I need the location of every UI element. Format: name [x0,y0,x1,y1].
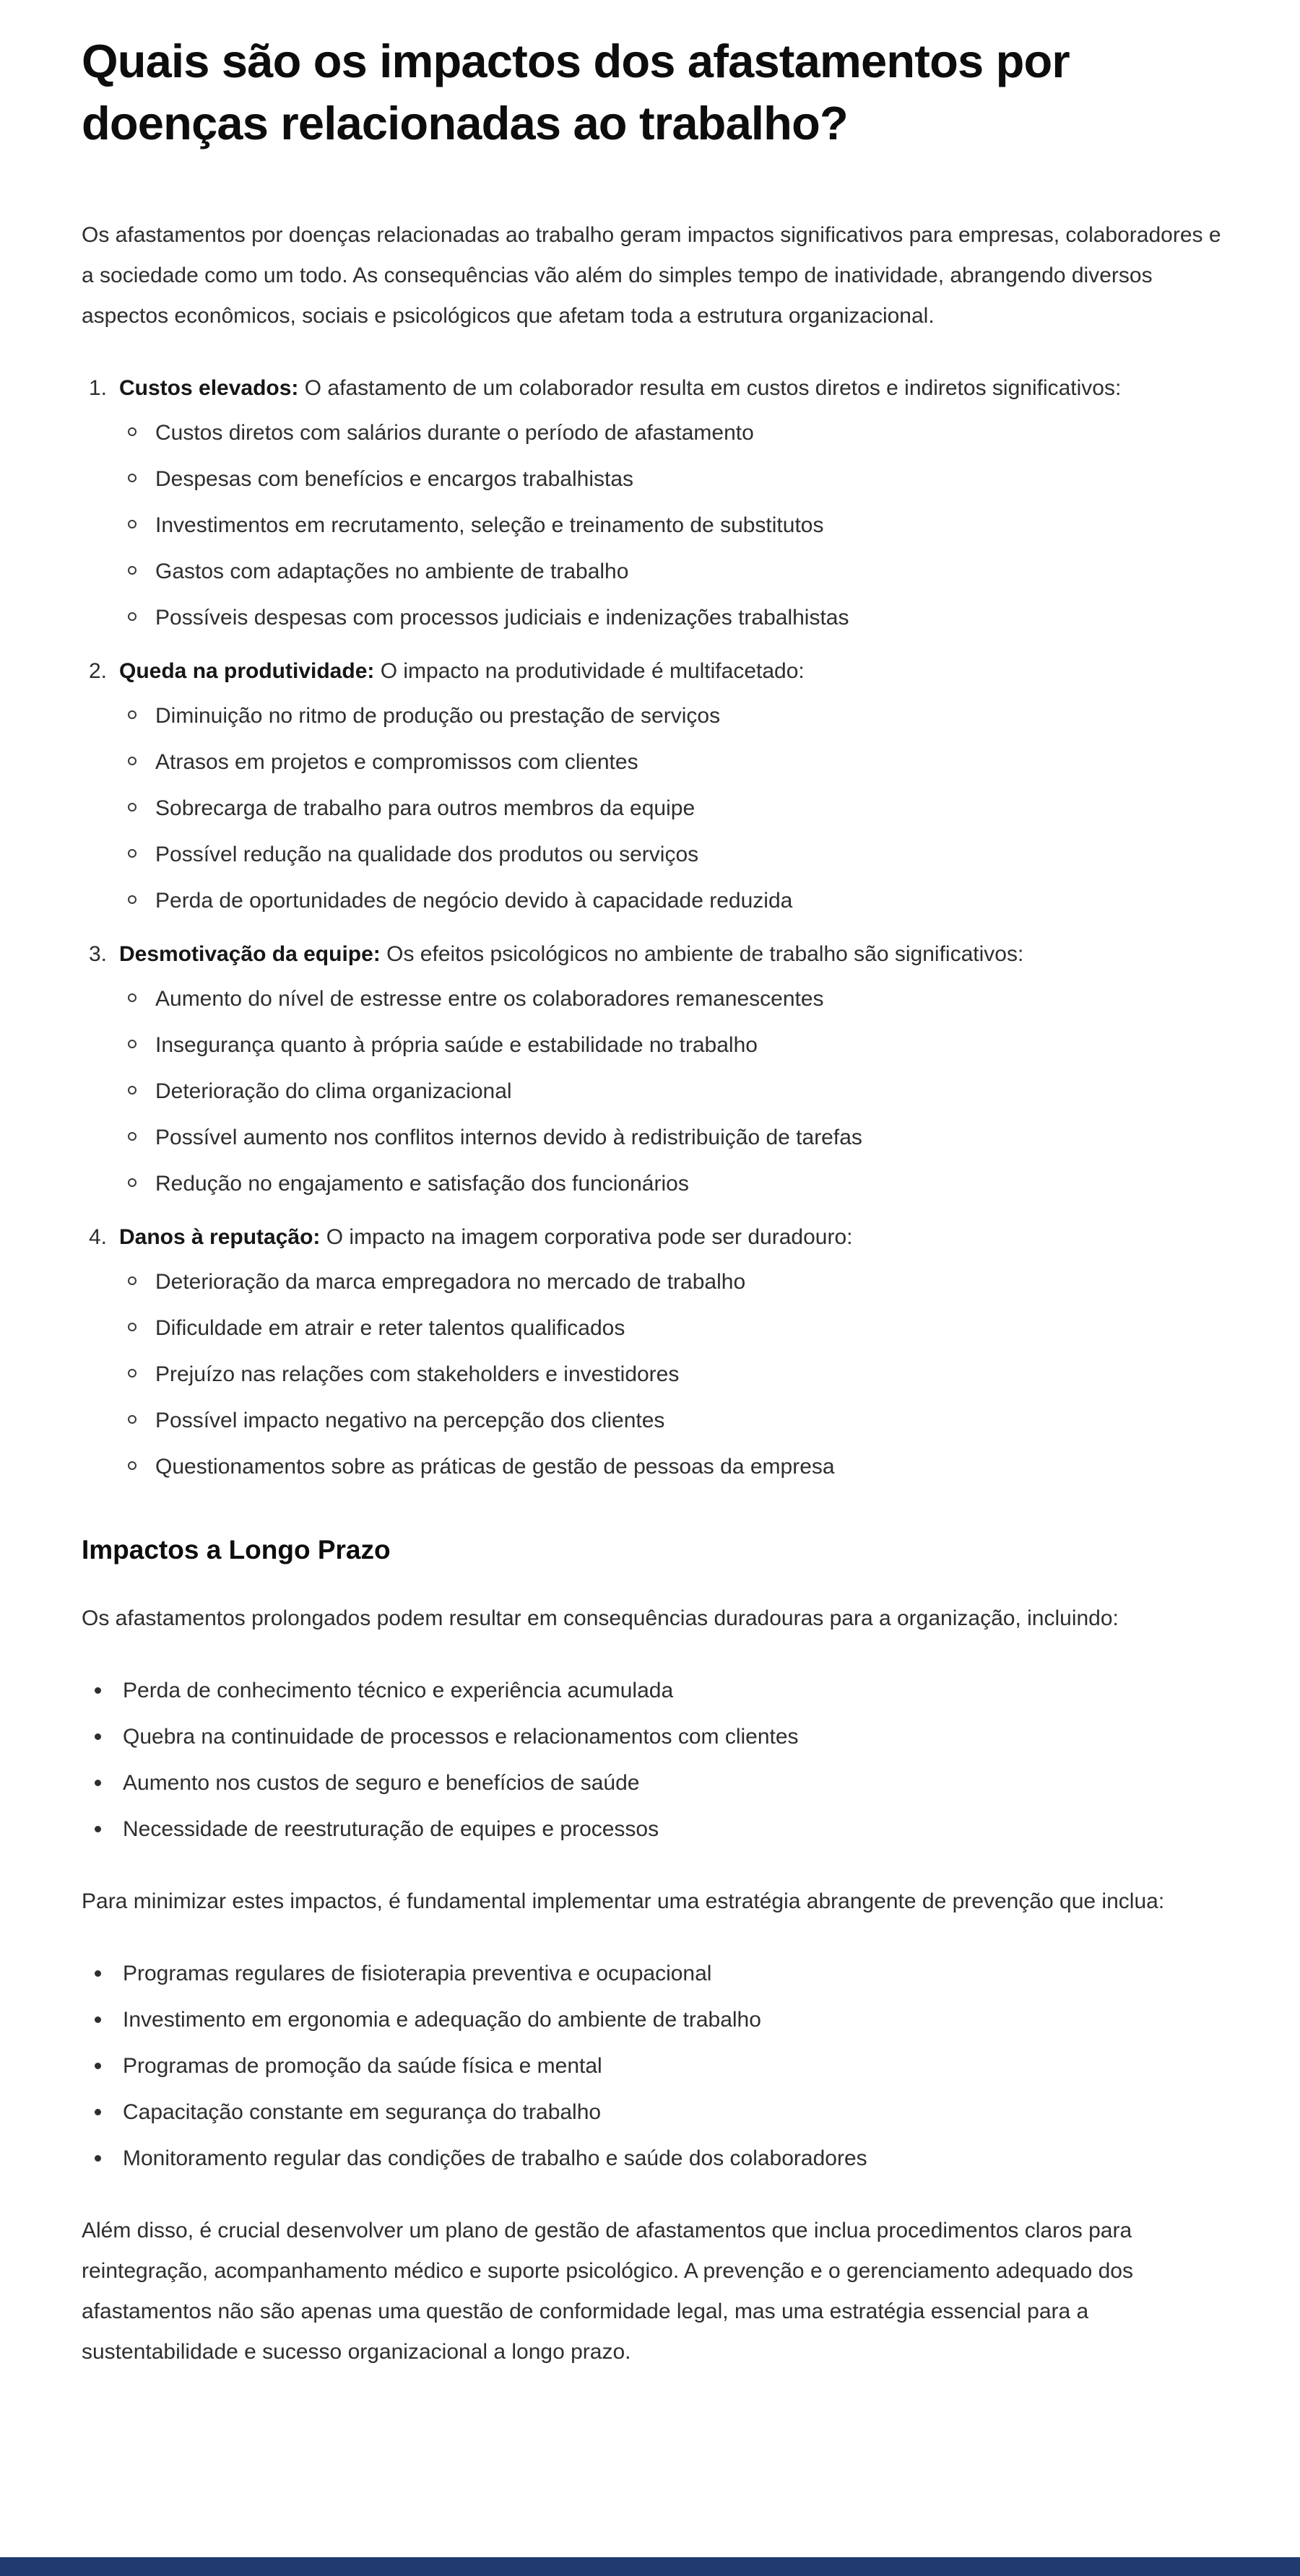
bullet-item [82,2138,1221,2179]
bullet-item-text: Necessidade de reestruturação de equipes e processos [123,1816,659,1841]
sub-item-text: Deterioração do clima organizacional [155,1079,512,1103]
circle-bullet-icon [128,1040,136,1048]
sub-list-item [119,979,1221,1019]
dot-bullet-icon [95,1970,101,1977]
sub-item-text: Atrasos em projetos e compromissos com clientes [155,749,638,774]
numbered-item [82,368,1221,644]
numbered-item [82,1217,1221,1493]
sub-list-item [119,881,1221,921]
sub-list-item [119,742,1221,783]
dot-bullet-icon [95,1780,101,1786]
bullet-item [82,2000,1221,2040]
sub-list-item [119,459,1221,500]
circle-bullet-icon [128,1415,136,1424]
numbered-item [82,651,1221,927]
numbered-list [82,368,1221,1493]
sub-item-text: Prejuízo nas relações com stakeholders e investidores [155,1362,680,1386]
item-desc: O impacto na produtividade é multifacetado: [380,658,805,683]
circle-bullet-icon [128,1086,136,1095]
dot-bullet-icon [95,1687,101,1694]
bullet-list-consequences [82,1671,1221,1850]
item-number: 2. [89,658,108,683]
circle-bullet-icon [128,474,136,482]
item-number: 1. [89,375,108,400]
sub-item-text: Insegurança quanto à própria saúde e estabilidade no trabalho [155,1032,758,1057]
item-desc: O impacto na imagem corporativa pode ser duradouro: [326,1224,853,1249]
sub-list-item [119,788,1221,829]
bullet-item [82,1809,1221,1850]
bullet-item-text: Programas regulares de fisioterapia preventiva e ocupacional [123,1961,712,1985]
bullet-item [82,1671,1221,1711]
sub-item-text: Aumento do nível de estresse entre os colaboradores remanescentes [155,986,824,1011]
circle-bullet-icon [128,520,136,528]
numbered-item [82,934,1221,1210]
item-text [119,1217,1221,1258]
sub-list [119,696,1221,921]
sub-list-item [119,696,1221,736]
bullet-item [82,1763,1221,1803]
dot-bullet-icon [95,2109,101,2115]
item-lead: Custos elevados: [119,375,299,400]
sub-list-item [119,598,1221,638]
sub-list-item [119,1447,1221,1487]
bullet-item-text: Capacitação constante em segurança do trabalho [123,2099,602,2124]
article-content [82,0,1221,2372]
bullet-item-text: Investimento em ergonomia e adequação do ambiente de trabalho [123,2007,761,2032]
sub-list-item [119,1071,1221,1112]
closing-paragraph: Além disso, é crucial desenvolver um plano de gestão de afastamentos que inclua procedimentos claros para reintegração, acompanhamento médico e suporte psicológico. A prevenção e o gerenciamento adequado dos afastamentos não são apenas uma questão de conformidade legal, mas uma estratégia essencial para a sustentabilidade e sucesso organizacional a longo prazo. [82,2218,1133,2364]
dot-bullet-icon [95,1733,101,1740]
item-number: 4. [89,1224,108,1249]
dot-bullet-icon [95,2155,101,2162]
sub-item-text: Possível redução na qualidade dos produtos ou serviços [155,842,699,866]
circle-bullet-icon [128,993,136,1002]
circle-bullet-icon [128,1132,136,1141]
sub-list-item [119,1401,1221,1441]
sub-item-text: Diminuição no ritmo de produção ou prestação de serviços [155,703,721,728]
circle-bullet-icon [128,1461,136,1470]
sub-item-text: Deterioração da marca empregadora no mercado de trabalho [155,1269,746,1294]
item-text [119,368,1221,409]
sub-item-text: Despesas com benefícios e encargos trabalhistas [155,466,634,491]
bullet-item [82,1717,1221,1757]
sub-item-text: Perda de oportunidades de negócio devido à capacidade reduzida [155,888,793,913]
footer-bar [0,2557,1300,2576]
circle-bullet-icon [128,612,136,621]
item-body [119,934,1221,1210]
sub-item-text: Dificuldade em atrair e reter talentos qualificados [155,1315,625,1340]
circle-bullet-icon [128,757,136,765]
bullet-item [82,2092,1221,2133]
bullet-item-text: Programas de promoção da saúde física e mental [123,2053,602,2078]
dot-bullet-icon [95,1826,101,1832]
sub-list-item [119,1164,1221,1204]
sub-list-item [119,505,1221,546]
circle-bullet-icon [128,1323,136,1331]
sub-item-text: Investimentos em recrutamento, seleção e treinamento de substitutos [155,513,824,537]
bullet-item-text: Monitoramento regular das condições de trabalho e saúde dos colaboradores [123,2146,867,2170]
circle-bullet-icon [128,849,136,858]
sub-item-text: Questionamentos sobre as práticas de gestão de pessoas da empresa [155,1454,835,1479]
sub-item-text: Possível impacto negativo na percepção dos clientes [155,1408,665,1432]
sub-item-text: Sobrecarga de trabalho para outros membros da equipe [155,796,696,820]
item-body [119,368,1221,644]
item-text [119,651,1221,692]
dot-bullet-icon [95,2063,101,2069]
intro-paragraph: Os afastamentos por doenças relacionadas ao trabalho geram impactos significativos para empresas, colaboradores e a sociedade como um todo. As consequências vão além do simples tempo de inatividade, abrangendo diversos aspectos econômicos, sociais e psicológicos que afetam toda a estrutura organizacional. [82,222,1221,328]
bullet-item-text: Quebra na continuidade de processos e relacionamentos com clientes [123,1724,799,1749]
item-desc: Os efeitos psicológicos no ambiente de trabalho são significativos: [386,941,1024,966]
item-body [119,1217,1221,1493]
sub-list-item [119,1262,1221,1302]
sub-list [119,413,1221,638]
paragraph-long-term: Os afastamentos prolongados podem resultar em consequências duradouras para a organização, incluindo: [82,1606,1119,1630]
bullet-item [82,2046,1221,2087]
item-lead: Queda na produtividade: [119,658,375,683]
circle-bullet-icon [128,895,136,904]
circle-bullet-icon [128,803,136,811]
paragraph-prevention: Para minimizar estes impactos, é fundamental implementar uma estratégia abrangente de prevenção que inclua: [82,1889,1165,1913]
sub-item-text: Possível aumento nos conflitos internos devido à redistribuição de tarefas [155,1125,862,1149]
sub-item-text: Redução no engajamento e satisfação dos funcionários [155,1171,689,1196]
sub-list-item [119,1025,1221,1066]
bullet-list-prevention [82,1954,1221,2179]
item-lead: Desmotivação da equipe: [119,941,381,966]
circle-bullet-icon [128,1276,136,1285]
sub-list-item [119,413,1221,453]
sub-item-text: Possíveis despesas com processos judiciais e indenizações trabalhistas [155,605,849,630]
circle-bullet-icon [128,427,136,436]
item-body [119,651,1221,927]
sub-list-item [119,835,1221,875]
item-number: 3. [89,941,108,966]
dot-bullet-icon [95,2016,101,2023]
page-title: Quais são os impactos dos afastamentos por doenças relacionadas ao trabalho? [82,35,1070,149]
sub-item-text: Custos diretos com salários durante o período de afastamento [155,420,754,445]
sub-list-item [119,1118,1221,1158]
section-heading: Impactos a Longo Prazo [82,1534,391,1565]
circle-bullet-icon [128,1178,136,1187]
item-desc: O afastamento de um colaborador resulta em custos diretos e indiretos significativos: [304,375,1122,400]
item-text [119,934,1221,975]
bullet-item-text: Aumento nos custos de seguro e benefícios de saúde [123,1770,640,1795]
sub-list-item [119,552,1221,592]
sub-list-item [119,1308,1221,1349]
item-lead: Danos à reputação: [119,1224,321,1249]
bullet-item [82,1954,1221,1994]
circle-bullet-icon [128,710,136,719]
sub-item-text: Gastos com adaptações no ambiente de trabalho [155,559,629,583]
sub-list-item [119,1354,1221,1395]
sub-list [119,979,1221,1204]
circle-bullet-icon [128,566,136,575]
bullet-item-text: Perda de conhecimento técnico e experiência acumulada [123,1678,674,1702]
sub-list [119,1262,1221,1487]
circle-bullet-icon [128,1369,136,1378]
